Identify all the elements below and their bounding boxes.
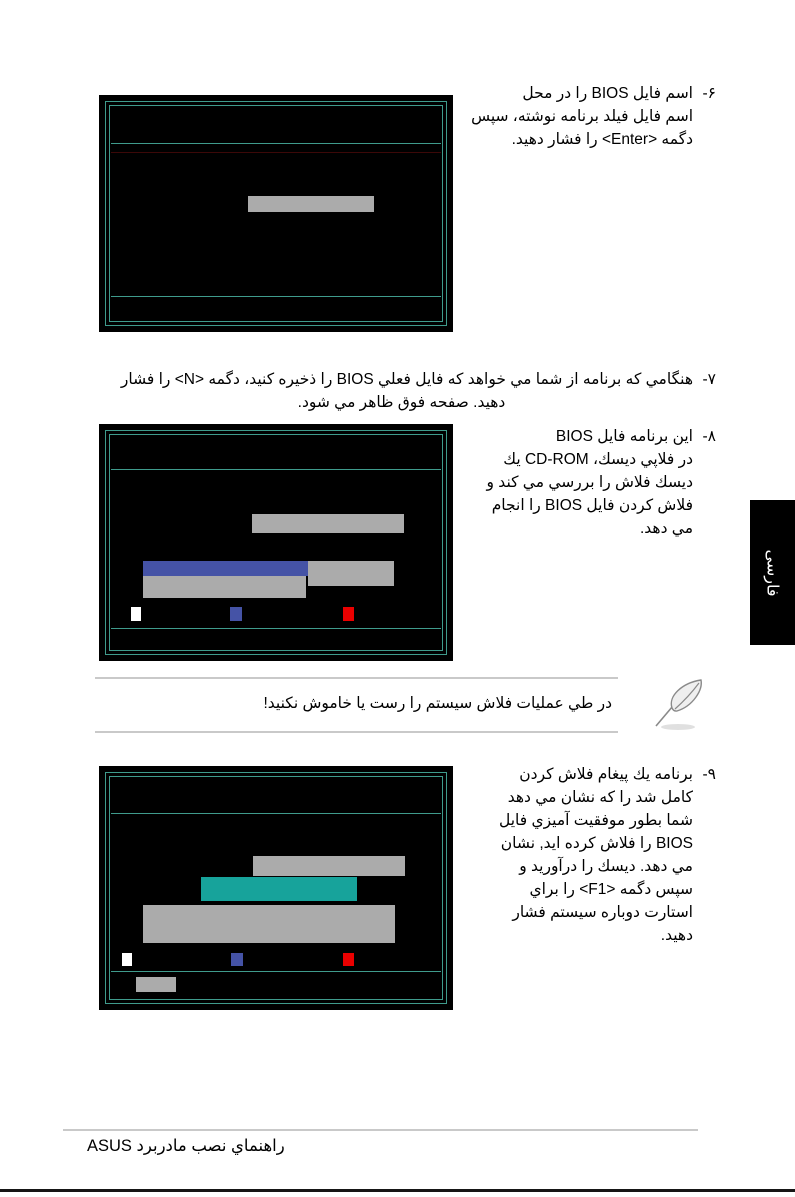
status-square-white <box>131 607 141 621</box>
step-8-line-3: ديسك فلاش را بررسي مي کند و <box>486 474 693 491</box>
step-7 <box>0 368 795 416</box>
step-7-line-2: دهيد. صفحه فوق ظاهر مي شود. <box>297 394 506 411</box>
footer-text: راهنماي نصب مادربرد ASUS <box>87 1137 285 1155</box>
progress-bar-blue <box>143 561 308 576</box>
quill-pen-icon <box>650 676 708 737</box>
success-message-bar <box>201 877 357 901</box>
status-square-white <box>122 953 132 966</box>
language-tab-farsi <box>750 500 795 645</box>
step-9-number: ۹- <box>702 766 716 783</box>
progress-lower-bar <box>143 576 306 598</box>
bios-separator-line <box>111 813 441 814</box>
page-bottom-edge-line <box>0 1189 795 1192</box>
step-8-text <box>487 425 693 540</box>
message-bar <box>252 514 404 533</box>
step-8-number: ۸- <box>702 428 716 445</box>
step-9-line-7: استارت دوباره سيستم فشار <box>512 904 693 921</box>
status-square-red <box>343 953 354 966</box>
bios-screenshot-3 <box>99 766 453 1010</box>
step-7-text <box>110 368 693 414</box>
step-9-line-8: دهيد. <box>660 927 693 944</box>
step-6-line-2: اسم فايل فيلد برنامه نوشته، سپس <box>471 108 693 125</box>
step-6-number: ۶- <box>702 85 716 102</box>
bios-separator-line <box>111 296 441 297</box>
message-block-bar <box>143 905 395 943</box>
step-8-line-1: اين برنامه فايل BIOS <box>555 428 693 445</box>
bios-separator-line <box>111 143 441 144</box>
progress-track-bar <box>308 561 394 586</box>
step-6-line-3: دگمه <Enter> را فشار دهيد. <box>511 131 693 148</box>
status-square-blue <box>230 607 242 621</box>
step-9-line-5: مي دهد. ديسك را درآوريد و <box>519 858 693 875</box>
bios-inner-border <box>109 105 443 322</box>
note-bottom-rule <box>95 731 618 733</box>
status-square-red <box>343 607 354 621</box>
step-8-line-2: در فلاپي ديسك، CD-ROM يك <box>503 451 693 468</box>
filename-field-bar <box>248 196 374 212</box>
step-7-number: ۷- <box>702 371 716 388</box>
footer-rule <box>63 1129 698 1131</box>
step-9-line-4: BIOS را فلاش کرده ايد, نشان <box>500 835 693 852</box>
step-9-line-6: سپس دگمه <F1> را براي <box>529 881 693 898</box>
status-square-blue <box>231 953 243 966</box>
step-6-line-1: اسم فايل BIOS را در محل <box>522 85 693 102</box>
step-9-line-3: شما بطور موفقيت آميزي فايل <box>498 812 693 829</box>
note-top-rule <box>95 677 618 679</box>
bios-screenshot-2 <box>99 424 453 661</box>
prompt-bar <box>136 977 176 992</box>
bios-separator-line <box>111 469 441 470</box>
bios-red-line <box>111 152 441 153</box>
language-tab-label: فارسی <box>763 549 781 596</box>
step-6-text <box>471 82 693 151</box>
message-bar <box>253 856 405 876</box>
step-9-text <box>499 763 693 947</box>
step-8-line-5: مي دهد. <box>639 520 693 537</box>
note-text: در طي عمليات فلاش سيستم را رست يا خاموش نكنيد! <box>263 695 612 712</box>
step-9-line-2: کامل شد را که نشان مي دهد <box>507 789 693 806</box>
bios-inner-border <box>109 434 443 651</box>
bios-screenshot-1 <box>99 95 453 332</box>
bios-separator-line <box>111 971 441 972</box>
step-9-line-1: برنامه يك پيغام فلاش کردن <box>519 766 693 783</box>
step-7-line-1: هنگامي که برنامه از شما مي خواهد که فايل فعلي BIOS را ذخيره کنيد، دگمه <N> را فشار <box>120 371 693 388</box>
bios-separator-line <box>111 628 441 629</box>
step-8-line-4: فلاش کردن فايل BIOS را انجام <box>491 497 693 514</box>
